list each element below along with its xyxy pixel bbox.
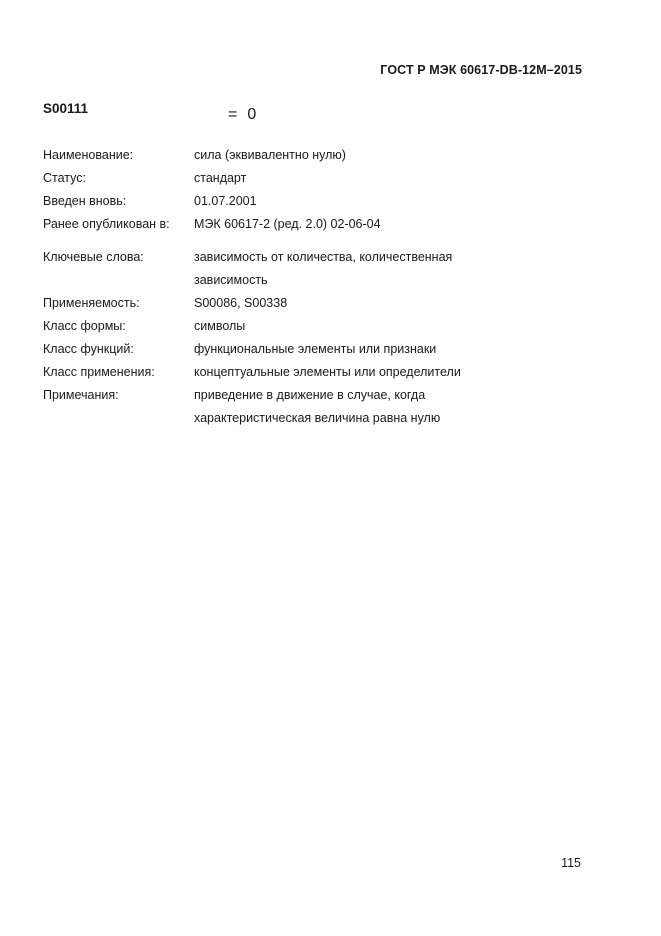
field-value: МЭК 60617-2 (ред. 2.0) 02-06-04 xyxy=(194,217,381,231)
field-label: Наименование: xyxy=(43,148,134,162)
symbol-properties xyxy=(43,144,603,430)
field-value-line: характеристическая величина равна нулю xyxy=(194,411,441,425)
field-label: Класс функций: xyxy=(43,342,134,356)
field-label: Класс применения: xyxy=(43,365,155,379)
field-label: Применяемость: xyxy=(43,296,140,310)
field-label: Ключевые слова: xyxy=(43,250,144,264)
field-value-line: зависимость от количества, количественная xyxy=(194,250,453,264)
field-label: Статус: xyxy=(43,171,86,185)
symbol-id: S00111 xyxy=(43,101,89,116)
field-value: символы xyxy=(194,319,246,333)
field-row-application-class xyxy=(43,361,603,384)
symbol-zero: 0 xyxy=(247,106,257,123)
field-label: Примечания: xyxy=(43,388,119,402)
field-row-keywords xyxy=(43,246,603,292)
field-row-published xyxy=(43,213,603,236)
symbol-graphic xyxy=(228,106,256,124)
field-row-function-class xyxy=(43,338,603,361)
field-row-status xyxy=(43,167,603,190)
field-value-line: зависимость xyxy=(194,273,268,287)
field-row-introduced xyxy=(43,190,603,213)
field-value: функциональные элементы или признаки xyxy=(194,342,437,356)
field-value xyxy=(194,246,603,292)
field-label: Класс формы: xyxy=(43,319,126,333)
field-value-line: приведение в движение в случае, когда xyxy=(194,388,426,402)
field-value xyxy=(194,384,603,430)
symbol-equals-sign: = xyxy=(228,106,238,123)
field-row-applicability xyxy=(43,292,603,315)
field-value: сила (эквивалентно нулю) xyxy=(194,148,346,162)
field-label: Введен вновь: xyxy=(43,194,127,208)
field-value: S00086, S00338 xyxy=(194,296,288,310)
field-row-notes xyxy=(43,384,603,430)
field-row-name xyxy=(43,144,603,167)
page-number: 115 xyxy=(561,856,581,870)
field-value: стандарт xyxy=(194,171,247,185)
field-value: 01.07.2001 xyxy=(194,194,257,208)
field-row-form-class xyxy=(43,315,603,338)
field-value: концептуальные элементы или определители xyxy=(194,365,461,379)
field-label: Ранее опубликован в: xyxy=(43,217,170,231)
document-header: ГОСТ Р МЭК 60617-DB-12M–2015 xyxy=(380,63,582,77)
